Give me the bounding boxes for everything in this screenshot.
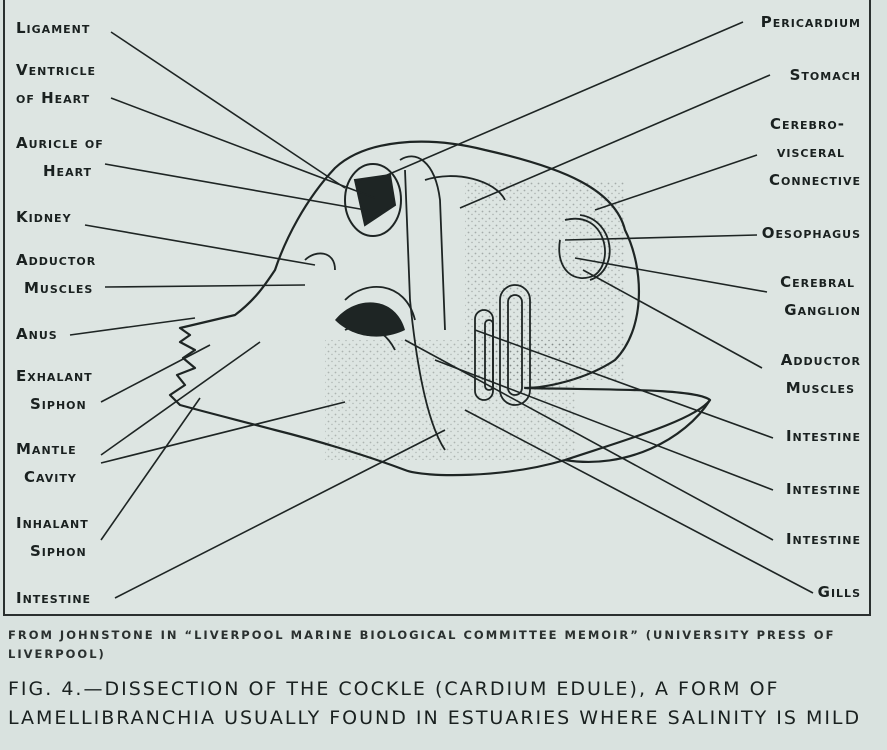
label-text: Auricle of bbox=[16, 134, 104, 152]
label-text: Pericardium bbox=[760, 13, 861, 31]
label-text: Cerebro- bbox=[770, 115, 845, 133]
label-adductor-muscles-left bbox=[16, 246, 96, 302]
label-ventricle-of-heart bbox=[16, 56, 96, 112]
label-oesophagus bbox=[762, 219, 861, 247]
label-text: Intestine bbox=[785, 480, 861, 498]
label-intestine-right-2 bbox=[786, 475, 861, 503]
label-inhalant-siphon bbox=[16, 509, 89, 565]
label-text: Intestine bbox=[16, 589, 92, 607]
label-text: Intestine bbox=[785, 427, 861, 445]
label-text: Exhalant bbox=[16, 367, 93, 385]
label-text: Muscles bbox=[24, 279, 94, 297]
label-ligament bbox=[16, 14, 90, 42]
label-text: visceral bbox=[776, 143, 845, 161]
label-adductor-muscles-right bbox=[781, 346, 861, 402]
label-text: Cerebral bbox=[780, 273, 855, 291]
label-text: Intestine bbox=[785, 530, 861, 548]
label-pericardium bbox=[761, 8, 861, 36]
label-intestine-right-1 bbox=[786, 422, 861, 450]
label-intestine-right-3 bbox=[786, 525, 861, 553]
label-mantle-cavity bbox=[16, 435, 77, 491]
label-text: Kidney bbox=[16, 208, 72, 226]
label-text: Anus bbox=[16, 325, 58, 343]
label-text: Inhalant bbox=[16, 514, 89, 532]
label-text: Ligament bbox=[16, 19, 91, 37]
label-kidney bbox=[16, 203, 72, 231]
figure-frame bbox=[3, 0, 871, 616]
label-stomach bbox=[790, 61, 861, 89]
label-text: Ganglion bbox=[784, 301, 861, 319]
heart bbox=[345, 164, 401, 236]
label-gills bbox=[818, 578, 861, 606]
label-text: Heart bbox=[43, 162, 93, 180]
label-text: Adductor bbox=[16, 251, 97, 269]
label-text: Connective bbox=[769, 171, 861, 189]
label-text: Oesophagus bbox=[761, 224, 861, 242]
figure-caption: FIG. 4.—DISSECTION OF THE COCKLE (CARDIUM EDULE), A FORM OF LAMELLIBRANCHIA USUALLY FOUND IN ESTUARIES WHERE SALINITY IS MILD bbox=[8, 678, 862, 729]
label-text: Adductor bbox=[780, 351, 861, 369]
label-text: Ventricle bbox=[16, 61, 96, 79]
label-text: Muscles bbox=[785, 379, 855, 397]
label-text: Siphon bbox=[30, 542, 87, 560]
label-text: Siphon bbox=[30, 395, 87, 413]
adductor-muscle-shade bbox=[335, 302, 405, 336]
label-anus bbox=[16, 320, 58, 348]
cockle-dissection-diagram bbox=[5, 0, 869, 614]
label-text: Mantle bbox=[16, 440, 77, 458]
label-text: Gills bbox=[817, 583, 861, 601]
label-text: of Heart bbox=[16, 89, 91, 107]
label-auricle-of-heart bbox=[16, 129, 104, 185]
label-cerebral-ganglion bbox=[780, 268, 861, 324]
label-intestine-left bbox=[16, 584, 91, 612]
label-text: Stomach bbox=[789, 66, 861, 84]
source-credit: FROM JOHNSTONE IN “LIVERPOOL MARINE BIOLOGICAL COMMITTEE MEMOIR” (UNIVERSITY PRESS OF LIVERPOOL) bbox=[8, 628, 836, 661]
label-text: Cavity bbox=[24, 468, 77, 486]
label-exhalant-siphon bbox=[16, 362, 93, 418]
label-cerebro-visceral-connective bbox=[769, 110, 861, 194]
